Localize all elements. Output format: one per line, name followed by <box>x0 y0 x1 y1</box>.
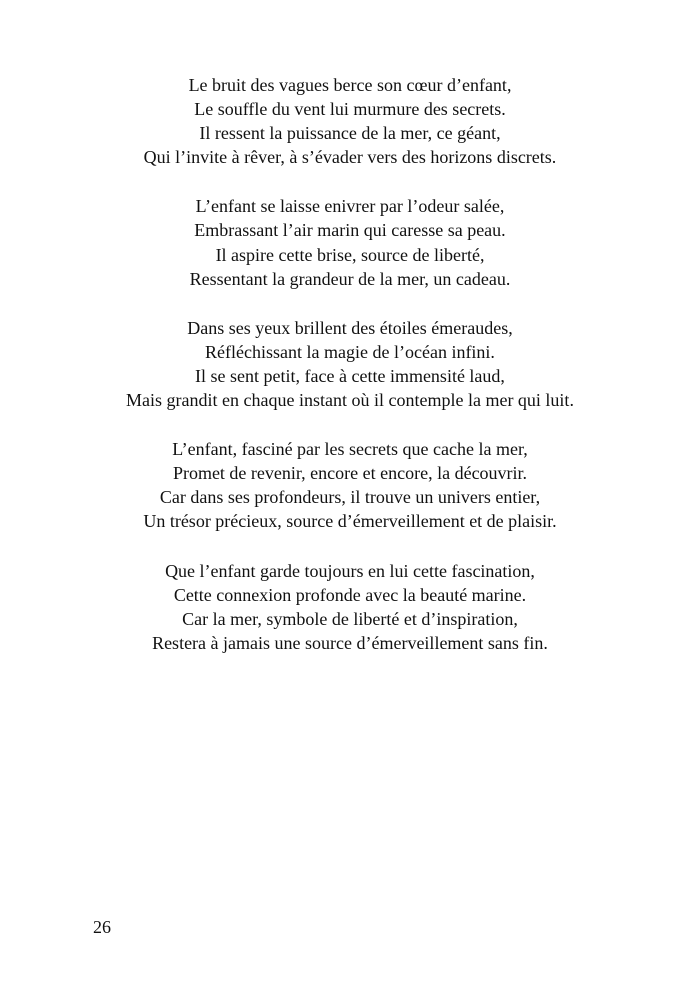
poem-line: Car la mer, symbole de liberté et d’inspiration, <box>182 608 518 629</box>
poem-line: Embrassant l’air marin qui caresse sa peau. <box>194 220 506 241</box>
poem-line: Le bruit des vagues berce son cœur d’enfant, <box>188 75 512 95</box>
poem-line: Réfléchissant la magie de l’océan infini. <box>205 341 495 362</box>
poem-line: Un trésor précieux, source d’émerveillement et de plaisir. <box>143 511 557 532</box>
poem-line: Il aspire cette brise, source de liberté, <box>215 244 485 265</box>
poem-line: L’enfant, fasciné par les secrets que cache la mer, <box>172 439 528 460</box>
poem-line: Il se sent petit, face à cette immensité laud, <box>195 365 505 386</box>
poem-line: Cette connexion profonde avec la beauté marine. <box>173 584 527 605</box>
stanza-1 <box>0 73 700 169</box>
poem-line: Car dans ses profondeurs, il trouve un univers entier, <box>159 487 541 508</box>
poem-line: Que l’enfant garde toujours en lui cette fascination, <box>165 560 535 581</box>
stanza-5 <box>0 559 700 655</box>
poem-line: Restera à jamais une source d’émerveillement sans fin. <box>152 632 548 653</box>
poem-line: Le souffle du vent lui murmure des secrets. <box>194 99 506 120</box>
poem-line: Il ressent la puissance de la mer, ce géant, <box>199 123 501 144</box>
stanza-3 <box>0 316 700 412</box>
poem-line: L’enfant se laisse enivrer par l’odeur salée, <box>195 196 505 217</box>
poem <box>0 73 700 680</box>
stanza-4 <box>0 437 700 533</box>
poem-line: Promet de revenir, encore et encore, la découvrir. <box>172 463 528 484</box>
page-number: 26 <box>93 917 111 937</box>
stanza-2 <box>0 194 700 290</box>
poem-line: Mais grandit en chaque instant où il contemple la mer qui luit. <box>126 390 574 411</box>
poem-line: Dans ses yeux brillent des étoiles émeraudes, <box>187 317 513 338</box>
poem-line: Qui l’invite à rêver, à s’évader vers des horizons discrets. <box>143 147 557 168</box>
poem-line: Ressentant la grandeur de la mer, un cadeau. <box>189 268 511 289</box>
